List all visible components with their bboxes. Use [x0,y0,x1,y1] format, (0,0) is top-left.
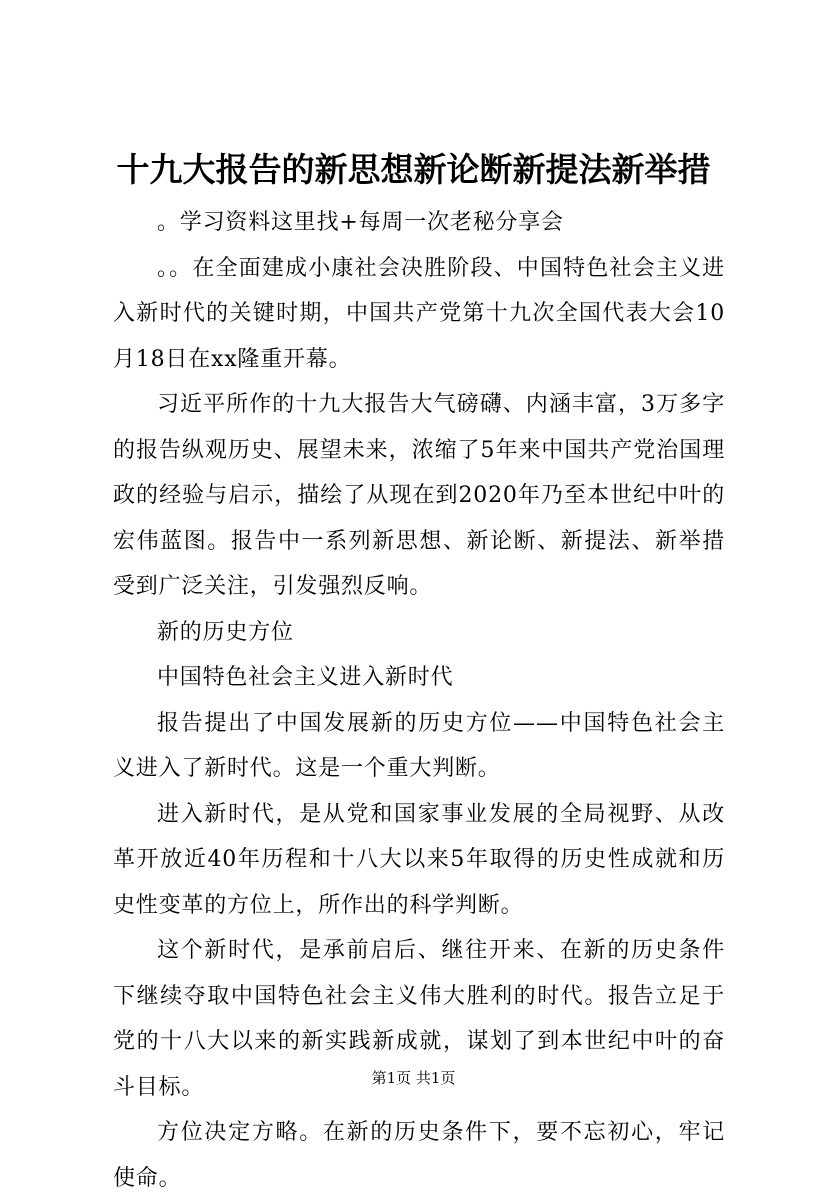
paragraph: 。学习资料这里找+每周一次老秘分享会 [157,210,564,235]
paragraph: 报告提出了中国发展新的历史方位——中国特色社会主义进入了新时代。这是一个重大判断。 [113,710,725,781]
document-body [113,200,725,1201]
paragraph: 习近平所作的十九大报告大气磅礴、内涵丰富，3万多字的报告纵观历史、展望未来，浓缩了5年来中国共产党治国理政的经验与启示，描绘了从现在到2020年乃至本世纪中叶的宏伟蓝图。报告中一系列新思想、新论断、新提法、新举措受到广泛关注，引发强烈反响。 [113,392,725,599]
page-footer: 第1页 共1页 [371,1069,456,1087]
paragraph: 方位决定方略。在新的历史条件下，要不忘初心，牢记使命。 [113,1120,725,1191]
section-subheading: 中国特色社会主义进入新时代 [157,665,454,690]
paragraph: 。。在全面建成小康社会决胜阶段、中国特色社会主义进入新时代的关键时期，中国共产党第十九次全国代表大会10月18日在xx隆重开幕。 [113,255,725,372]
paragraph: 这个新时代，是承前启后、继往开来、在新的历史条件下继续夺取中国特色社会主义伟大胜利的时代。报告立足于党的十八大以来的新实践新成就，谋划了到本世纪中叶的奋斗目标。 [113,938,725,1100]
paragraph: 进入新时代，是从党和国家事业发展的全局视野、从改革开放近40年历程和十八大以来5年取得的历史性成就和历史性变革的方位上，所作出的科学判断。 [113,801,725,918]
document-title: 十九大报告的新思想新论断新提法新举措 [116,150,711,189]
section-heading: 新的历史方位 [157,619,294,645]
